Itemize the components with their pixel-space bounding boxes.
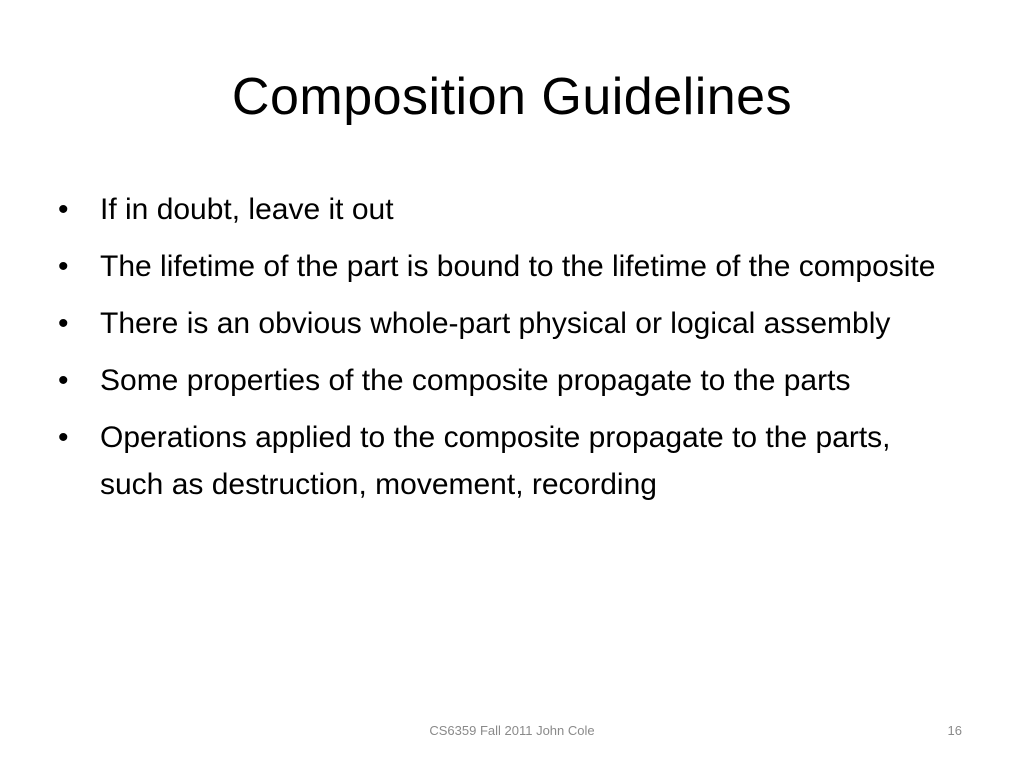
bullet-icon: • bbox=[58, 193, 69, 226]
bullet-text: Some properties of the composite propagate to the parts bbox=[100, 364, 851, 397]
slide-title: Composition Guidelines bbox=[231, 68, 793, 126]
bullet-list bbox=[56, 186, 956, 518]
bullet-icon: • bbox=[58, 250, 69, 283]
bullet-icon: • bbox=[58, 364, 69, 397]
slide-page-number: 16 bbox=[947, 723, 962, 738]
bullet-item bbox=[56, 357, 956, 404]
bullet-text: Operations applied to the composite propagate to the parts, such as destruction, movement, recording bbox=[100, 421, 891, 501]
bullet-text: The lifetime of the part is bound to the lifetime of the composite bbox=[100, 250, 936, 283]
bullet-item bbox=[56, 243, 956, 290]
bullet-item bbox=[56, 300, 956, 347]
bullet-icon: • bbox=[58, 307, 69, 340]
bullet-text: There is an obvious whole-part physical or logical assembly bbox=[100, 307, 891, 340]
bullet-text: If in doubt, leave it out bbox=[100, 193, 394, 226]
bullet-item bbox=[56, 186, 956, 233]
bullet-icon: • bbox=[58, 421, 69, 454]
slide-footer: CS6359 Fall 2011 John Cole bbox=[429, 723, 595, 738]
bullet-item bbox=[56, 414, 956, 508]
